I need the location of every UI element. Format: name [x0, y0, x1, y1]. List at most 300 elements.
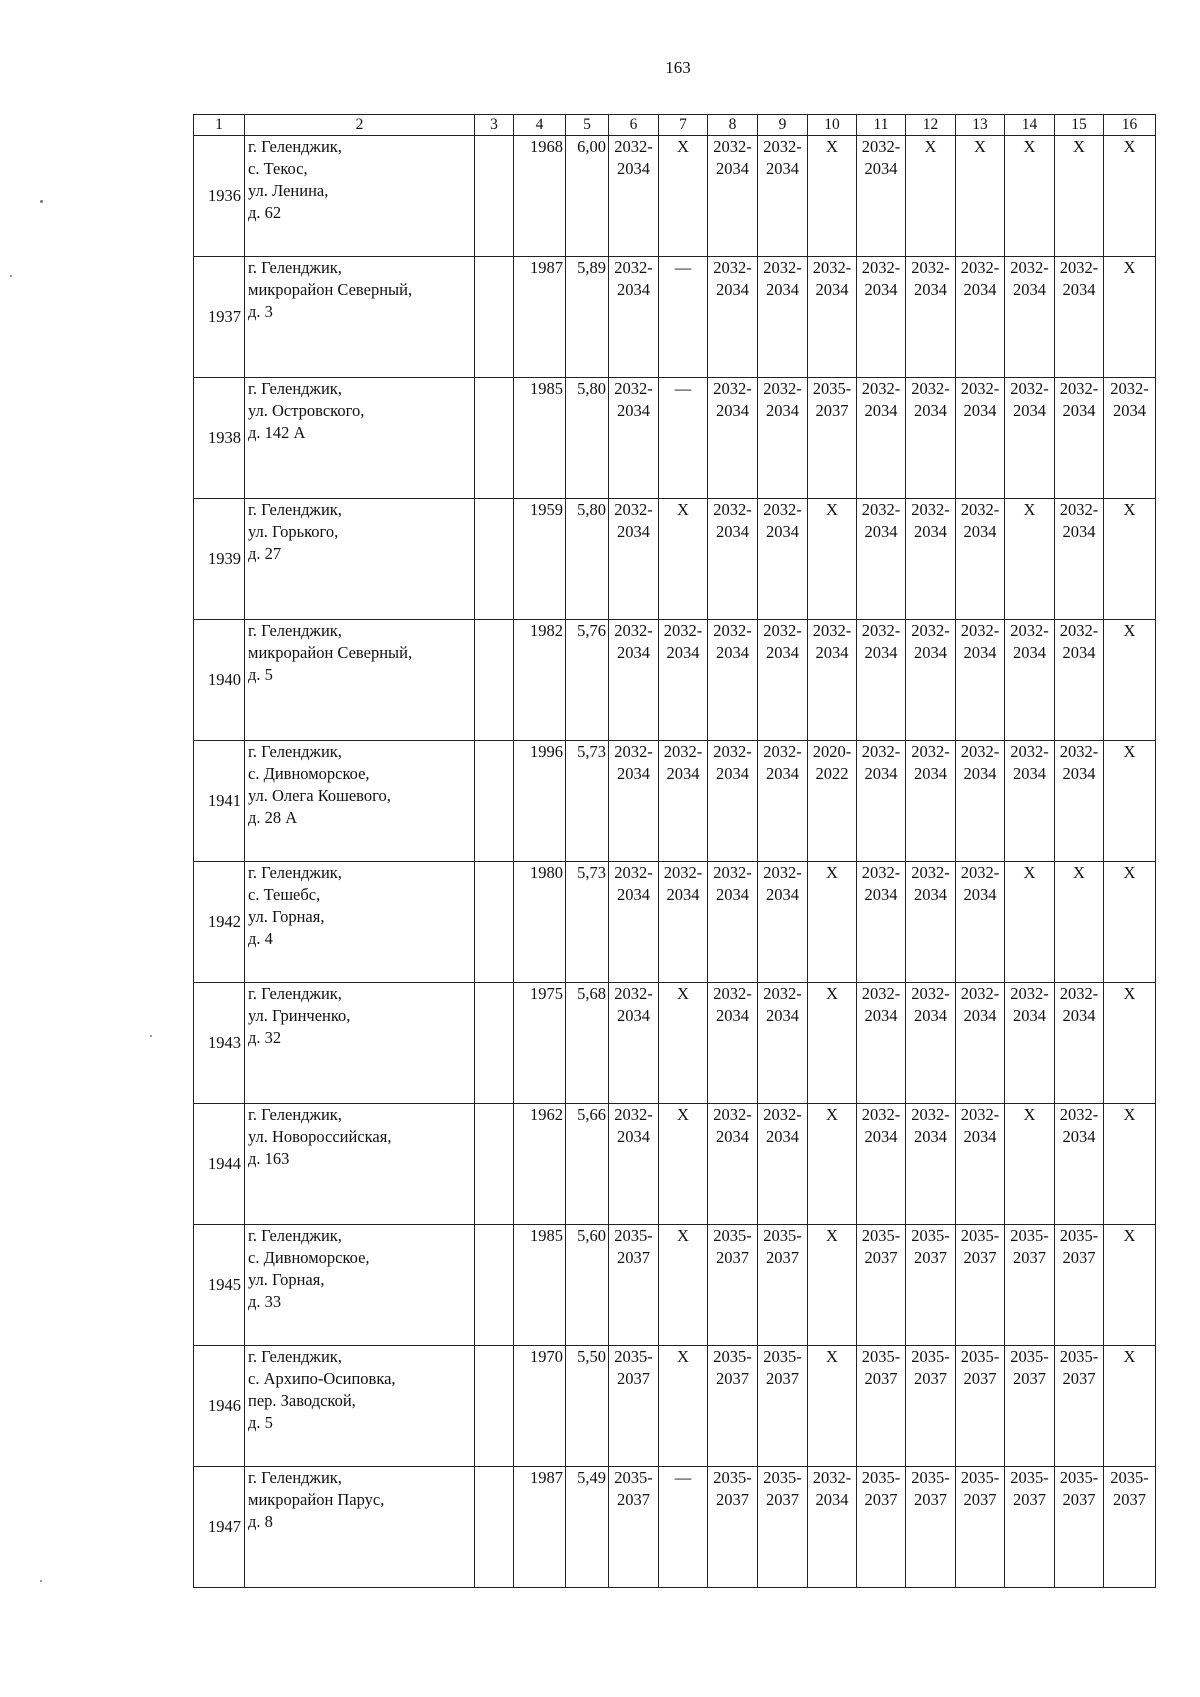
table-row [194, 862, 1156, 983]
column-header: 14 [1005, 115, 1055, 136]
period-text: 2035- 2037 [1010, 1226, 1049, 1267]
address-line: д. 4 [248, 929, 273, 948]
period-cell [1055, 1104, 1104, 1225]
period-cell [808, 1346, 857, 1467]
period-text: 2032- 2034 [763, 984, 802, 1025]
period-text: 2032- 2034 [1010, 984, 1049, 1025]
period-cell [906, 1104, 956, 1225]
period-cell [808, 136, 857, 257]
period-text: 2032- 2034 [861, 621, 901, 662]
column-number-row [194, 115, 1156, 136]
address-line: г. Геленджик, [248, 1105, 342, 1124]
column-3-cell [475, 378, 514, 499]
period-cell [906, 1467, 956, 1588]
year-cell: 1987 [514, 257, 566, 378]
period-cell [906, 499, 956, 620]
period-cell [659, 499, 708, 620]
period-text: 2032- 2034 [614, 137, 653, 178]
period-cell [1104, 499, 1156, 620]
period-cell [1055, 1467, 1104, 1588]
period-text: 2035- 2037 [911, 1468, 950, 1509]
address-line: ул. Горная, [248, 907, 325, 926]
period-cell [758, 136, 808, 257]
value-cell: 5,73 [566, 741, 609, 862]
period-text: 2032- 2034 [763, 621, 802, 662]
period-cell [1104, 1225, 1156, 1346]
period-text: 2032- 2034 [713, 621, 752, 662]
period-text: Х [677, 500, 689, 519]
value-cell: 6,00 [566, 136, 609, 257]
page-number: 163 [665, 58, 691, 77]
address-line: д. 163 [248, 1149, 290, 1168]
period-text: 2032- 2034 [1059, 500, 1099, 541]
period-cell [708, 499, 758, 620]
period-cell [659, 1346, 708, 1467]
period-text: 2032- 2034 [812, 258, 852, 299]
value-cell: 5,49 [566, 1467, 609, 1588]
address-cell [245, 1104, 475, 1225]
year-cell: 1959 [514, 499, 566, 620]
period-text: 2032- 2034 [1010, 742, 1049, 783]
period-cell [956, 136, 1005, 257]
column-header: 15 [1055, 115, 1104, 136]
table-row [194, 499, 1156, 620]
period-cell [609, 1346, 659, 1467]
period-text: Х [1123, 137, 1136, 156]
address-cell [245, 1346, 475, 1467]
period-cell [659, 1225, 708, 1346]
period-text: 2035- 2037 [713, 1226, 752, 1267]
period-cell [609, 1104, 659, 1225]
address-line: д. 142 А [248, 423, 306, 442]
period-cell [808, 1467, 857, 1588]
period-cell [659, 257, 708, 378]
period-cell [708, 1104, 758, 1225]
column-header: 2 [245, 115, 475, 136]
period-cell [1005, 1104, 1055, 1225]
period-cell [857, 378, 906, 499]
address-line: ул. Ленина, [248, 181, 329, 200]
column-header: 11 [857, 115, 906, 136]
column-header: 13 [956, 115, 1005, 136]
period-cell [609, 1467, 659, 1588]
address-cell [245, 378, 475, 499]
year-cell: 1982 [514, 620, 566, 741]
period-text: 2032- 2034 [911, 984, 950, 1025]
period-text: 2035- 2037 [763, 1468, 802, 1509]
period-text: 2032- 2034 [713, 1105, 752, 1146]
period-cell [758, 1467, 808, 1588]
period-cell [1104, 983, 1156, 1104]
period-text: 2032- 2034 [1059, 1105, 1099, 1146]
period-text: 2035- 2037 [763, 1226, 802, 1267]
period-cell [1104, 136, 1156, 257]
period-text: 2032- 2034 [960, 984, 1000, 1025]
period-text: 2032- 2034 [763, 500, 802, 541]
address-line: г. Геленджик, [248, 1347, 342, 1366]
period-text: Х [826, 984, 838, 1003]
period-cell [956, 1346, 1005, 1467]
period-cell [609, 983, 659, 1104]
period-text: 2032- 2034 [1059, 984, 1099, 1025]
address-line: д. 28 А [248, 808, 298, 827]
period-text: 2032- 2034 [960, 863, 1000, 904]
table-row [194, 378, 1156, 499]
column-header: 7 [659, 115, 708, 136]
period-cell [808, 257, 857, 378]
period-cell [906, 1346, 956, 1467]
period-cell [808, 1104, 857, 1225]
period-text: 2032- 2034 [1059, 379, 1099, 420]
period-text: — [674, 379, 692, 398]
period-text: Х [677, 984, 689, 1003]
period-text: 2032- 2034 [911, 500, 950, 541]
period-cell [708, 257, 758, 378]
period-cell [1055, 499, 1104, 620]
period-cell [857, 620, 906, 741]
address-line: с. Дивноморское, [248, 764, 370, 783]
value-cell: 5,73 [566, 862, 609, 983]
period-cell [758, 378, 808, 499]
period-cell [1005, 499, 1055, 620]
address-line: г. Геленджик, [248, 863, 342, 882]
column-3-cell [475, 1346, 514, 1467]
column-3-cell [475, 741, 514, 862]
period-cell [1055, 1225, 1104, 1346]
period-text: 2032- 2034 [1059, 621, 1099, 662]
value-cell: 5,66 [566, 1104, 609, 1225]
period-cell [857, 741, 906, 862]
period-text: 2032- 2034 [763, 258, 802, 299]
period-text: 2035- 2037 [614, 1226, 653, 1267]
period-cell [906, 136, 956, 257]
address-line: г. Геленджик, [248, 1226, 342, 1245]
housing-register-table [193, 114, 1156, 1588]
table-row [194, 257, 1156, 378]
column-3-cell [475, 1467, 514, 1588]
period-text: Х [677, 137, 689, 156]
table-row [194, 620, 1156, 741]
period-cell [758, 1225, 808, 1346]
address-line: с. Дивноморское, [248, 1248, 370, 1267]
period-text: 2035- 2037 [1059, 1468, 1099, 1509]
address-cell [245, 620, 475, 741]
period-text: 2035- 2037 [911, 1226, 950, 1267]
period-text: Х [1123, 984, 1136, 1003]
period-text: 2035- 2037 [713, 1347, 752, 1388]
period-cell [857, 1346, 906, 1467]
address-cell [245, 741, 475, 862]
address-line: ул. Горная, [248, 1270, 325, 1289]
period-text: 2032- 2034 [960, 258, 1000, 299]
period-cell [1005, 136, 1055, 257]
period-cell [609, 136, 659, 257]
period-cell [808, 620, 857, 741]
row-number: 1939 [194, 499, 245, 620]
period-cell [1005, 620, 1055, 741]
period-cell [659, 136, 708, 257]
period-text: 2032- 2034 [861, 984, 901, 1025]
period-text: 2032- 2034 [812, 621, 852, 662]
address-line: г. Геленджик, [248, 500, 342, 519]
period-text: 2032- 2034 [1059, 258, 1099, 299]
period-cell [708, 1467, 758, 1588]
value-cell: 5,50 [566, 1346, 609, 1467]
period-cell [659, 378, 708, 499]
column-3-cell [475, 862, 514, 983]
table-row [194, 741, 1156, 862]
column-header: 5 [566, 115, 609, 136]
column-header: 10 [808, 115, 857, 136]
period-cell [659, 741, 708, 862]
column-3-cell [475, 136, 514, 257]
address-line: ул. Островского, [248, 401, 365, 420]
period-text: 2032- 2034 [911, 863, 950, 904]
period-text: 2032- 2034 [713, 863, 752, 904]
period-cell [1005, 378, 1055, 499]
period-text: Х [1023, 863, 1036, 882]
period-text: 2032- 2034 [960, 621, 1000, 662]
period-text: Х [677, 1105, 689, 1124]
period-text: Х [1123, 863, 1136, 882]
period-cell [758, 1346, 808, 1467]
period-cell [906, 741, 956, 862]
period-text: 2032- 2034 [763, 863, 802, 904]
period-text: 2032- 2034 [1110, 379, 1149, 420]
period-text: 2032- 2034 [861, 1105, 901, 1146]
column-header: 12 [906, 115, 956, 136]
column-3-cell [475, 499, 514, 620]
period-cell [1005, 983, 1055, 1104]
period-text: Х [826, 863, 838, 882]
address-line: г. Геленджик, [248, 379, 342, 398]
period-cell [857, 1467, 906, 1588]
period-cell [956, 378, 1005, 499]
period-cell [1005, 257, 1055, 378]
period-cell [1005, 862, 1055, 983]
period-cell [609, 741, 659, 862]
row-number: 1947 [194, 1467, 245, 1588]
address-line: ул. Новороссийская, [248, 1127, 392, 1146]
year-cell: 1996 [514, 741, 566, 862]
address-line: д. 32 [248, 1028, 282, 1047]
period-text: 2032- 2034 [960, 1105, 1000, 1146]
period-text: 2035- 2037 [1010, 1468, 1049, 1509]
address-line: д. 27 [248, 544, 282, 563]
period-text: 2035- 2037 [861, 1468, 901, 1509]
scan-speck [40, 200, 43, 203]
period-text: 2032- 2034 [713, 742, 752, 783]
period-text: 2032- 2034 [861, 863, 901, 904]
period-text: Х [826, 1226, 838, 1245]
value-cell: 5,80 [566, 499, 609, 620]
period-cell [1055, 741, 1104, 862]
period-text: Х [924, 137, 937, 156]
period-cell [659, 862, 708, 983]
period-text: 2035- 2037 [1059, 1226, 1099, 1267]
period-cell [708, 983, 758, 1104]
period-cell [1104, 1104, 1156, 1225]
year-cell: 1980 [514, 862, 566, 983]
period-text: 2032- 2034 [713, 379, 752, 420]
period-cell [708, 378, 758, 499]
column-header: 6 [609, 115, 659, 136]
period-text: 2035- 2037 [861, 1226, 901, 1267]
period-text: 2032- 2034 [911, 621, 950, 662]
period-text: Х [1123, 1105, 1136, 1124]
address-line: д. 8 [248, 1512, 273, 1531]
period-cell [708, 1346, 758, 1467]
period-cell [857, 1225, 906, 1346]
period-cell [808, 499, 857, 620]
address-line: с. Текос, [248, 159, 308, 178]
period-cell [659, 620, 708, 741]
period-text: 2032- 2034 [911, 379, 950, 420]
period-cell [956, 862, 1005, 983]
address-line: г. Геленджик, [248, 137, 342, 156]
period-cell [906, 257, 956, 378]
period-cell [808, 983, 857, 1104]
period-text: 2032- 2034 [763, 1105, 802, 1146]
address-line: ул. Олега Кошевого, [248, 786, 391, 805]
period-text: 2032- 2034 [713, 500, 752, 541]
period-text: Х [1023, 1105, 1036, 1124]
period-cell [1005, 1346, 1055, 1467]
period-text: Х [1023, 500, 1036, 519]
year-cell: 1985 [514, 378, 566, 499]
column-header: 3 [475, 115, 514, 136]
column-3-cell [475, 1225, 514, 1346]
period-text: Х [826, 1105, 838, 1124]
period-cell [857, 862, 906, 983]
address-line: г. Геленджик, [248, 1468, 342, 1487]
period-cell [906, 1225, 956, 1346]
period-text: 2032- 2034 [614, 863, 653, 904]
period-text: 2035- 2037 [861, 1347, 901, 1388]
column-3-cell [475, 257, 514, 378]
period-cell [1104, 1346, 1156, 1467]
period-cell [1055, 136, 1104, 257]
period-cell [609, 257, 659, 378]
address-cell [245, 136, 475, 257]
address-cell [245, 862, 475, 983]
column-header: 4 [514, 115, 566, 136]
address-line: д. 5 [248, 665, 273, 684]
period-text: Х [826, 137, 838, 156]
address-line: микрорайон Парус, [248, 1490, 385, 1509]
period-cell [758, 257, 808, 378]
period-text: 2035- 2037 [614, 1468, 653, 1509]
period-cell [609, 1225, 659, 1346]
column-header: 16 [1104, 115, 1156, 136]
period-cell [1055, 983, 1104, 1104]
address-line: с. Архипо-Осиповка, [248, 1369, 396, 1388]
period-text: 2032- 2034 [713, 258, 752, 299]
period-cell [1005, 741, 1055, 862]
period-cell [758, 499, 808, 620]
period-text: 2032- 2034 [1010, 621, 1049, 662]
table-row [194, 1346, 1156, 1467]
address-line: ул. Горького, [248, 522, 339, 541]
period-text: Х [677, 1347, 689, 1366]
period-text: Х [1073, 137, 1085, 156]
address-cell [245, 257, 475, 378]
address-line: д. 3 [248, 302, 273, 321]
value-cell: 5,89 [566, 257, 609, 378]
row-number: 1937 [194, 257, 245, 378]
period-text: 2032- 2034 [861, 258, 901, 299]
address-cell [245, 1467, 475, 1588]
period-cell [1055, 257, 1104, 378]
period-cell [956, 1225, 1005, 1346]
scan-speck [40, 1580, 42, 1582]
period-text: 2032- 2034 [713, 984, 752, 1025]
year-cell: 1962 [514, 1104, 566, 1225]
table-row [194, 1467, 1156, 1588]
value-cell: 5,80 [566, 378, 609, 499]
period-text: 2032- 2034 [960, 379, 1000, 420]
period-cell [758, 620, 808, 741]
period-text: 2032- 2034 [812, 1468, 852, 1509]
period-text: 2032- 2034 [614, 500, 653, 541]
period-text: 2032- 2034 [614, 984, 653, 1025]
table-row [194, 1225, 1156, 1346]
year-cell: 1987 [514, 1467, 566, 1588]
period-text: 2032- 2034 [614, 1105, 653, 1146]
period-cell [659, 983, 708, 1104]
period-text: 2035- 2037 [1110, 1468, 1149, 1509]
period-cell [708, 136, 758, 257]
period-cell [857, 257, 906, 378]
period-cell [808, 378, 857, 499]
period-cell [1104, 741, 1156, 862]
period-text: 2035- 2037 [960, 1468, 1000, 1509]
period-cell [659, 1104, 708, 1225]
value-cell: 5,60 [566, 1225, 609, 1346]
address-cell [245, 499, 475, 620]
column-header: 1 [194, 115, 245, 136]
period-cell [609, 620, 659, 741]
period-cell [659, 1467, 708, 1588]
period-text: 2035- 2037 [713, 1468, 752, 1509]
row-number: 1936 [194, 136, 245, 257]
period-cell [857, 136, 906, 257]
period-cell [906, 620, 956, 741]
column-3-cell [475, 620, 514, 741]
column-header: 8 [708, 115, 758, 136]
value-cell: 5,68 [566, 983, 609, 1104]
period-text: Х [677, 1226, 689, 1245]
period-text: 2032- 2034 [861, 742, 901, 783]
period-cell [956, 1104, 1005, 1225]
period-text: 2032- 2034 [663, 863, 703, 904]
period-cell [1104, 257, 1156, 378]
column-3-cell [475, 1104, 514, 1225]
period-text: 2035- 2037 [763, 1347, 802, 1388]
period-cell [758, 983, 808, 1104]
address-line: г. Геленджик, [248, 984, 342, 1003]
period-text: — [674, 1468, 692, 1487]
period-text: 2035- 2037 [960, 1226, 1000, 1267]
address-line: микрорайон Северный, [248, 280, 413, 299]
row-number: 1941 [194, 741, 245, 862]
row-number: 1943 [194, 983, 245, 1104]
address-line: д. 62 [248, 203, 282, 222]
address-line: г. Геленджик, [248, 621, 342, 640]
period-text: Х [1123, 742, 1136, 761]
period-cell [708, 1225, 758, 1346]
year-cell: 1970 [514, 1346, 566, 1467]
